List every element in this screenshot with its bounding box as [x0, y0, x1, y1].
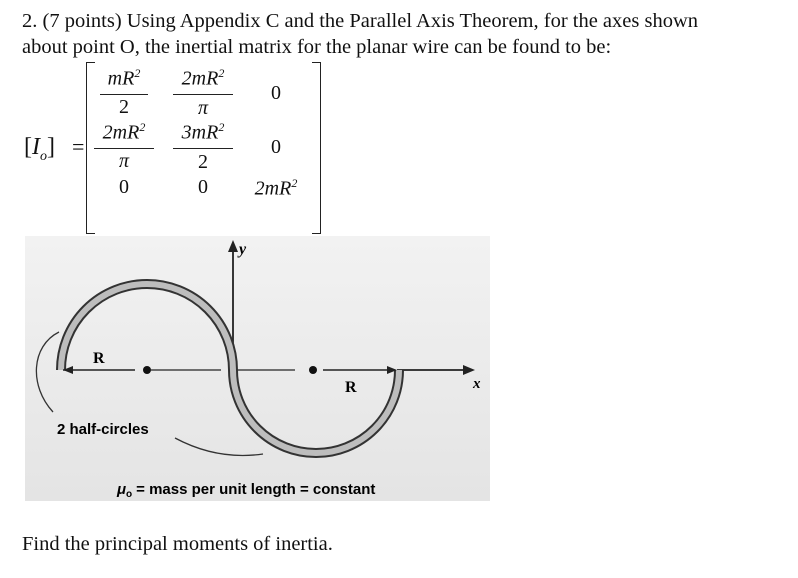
mu-description: $\mu_o$ = mass per unit length = constant — [117, 481, 376, 500]
m22-denominator: 2 — [198, 151, 208, 173]
m33: $2mR^2$ — [254, 176, 298, 200]
m21-numerator: $2mR^2$ — [102, 120, 146, 144]
m12-denominator: π — [197, 97, 209, 119]
matrix-equals: = — [72, 134, 85, 159]
x-axis-label: x — [473, 376, 481, 392]
matrix-label — [24, 134, 55, 165]
m22-numerator: $3mR^2$ — [181, 120, 225, 144]
right-center-point — [309, 366, 317, 374]
problem-line-2: about point O, the inertial matrix for the planar wire can be found to be: — [22, 36, 612, 58]
matrix-label-sub: o — [40, 148, 47, 164]
m22-fraction-bar — [173, 148, 233, 149]
m31: 0 — [119, 176, 129, 198]
left-radius-label: R — [93, 350, 105, 367]
problem-line-1: 2. (7 points) Using Appendix C and the Parallel Axis Theorem, for the axes shown — [22, 10, 699, 32]
m23: 0 — [271, 136, 281, 158]
left-center-point — [143, 366, 151, 374]
half-circles-label: 2 half-circles — [57, 421, 149, 438]
y-axis-label: y — [239, 241, 247, 258]
m32: 0 — [198, 176, 208, 198]
matrix-label-var: I — [32, 134, 40, 160]
m11-numerator: $mR^2$ — [107, 66, 141, 90]
question: Find the principal moments of inertia. — [22, 533, 333, 555]
problem-statement — [22, 8, 792, 60]
matrix-label-open: [ — [24, 134, 32, 160]
figure-background — [25, 236, 490, 501]
m12-numerator: $2mR^2$ — [181, 66, 225, 90]
m13: 0 — [271, 82, 281, 104]
matrix-label-close: ] — [47, 134, 55, 160]
right-radius-label: R — [345, 379, 357, 396]
m21-denominator: π — [118, 150, 130, 172]
m11-denominator: 2 — [119, 96, 129, 118]
m12-fraction-bar — [173, 94, 233, 95]
wire-figure — [25, 236, 490, 501]
